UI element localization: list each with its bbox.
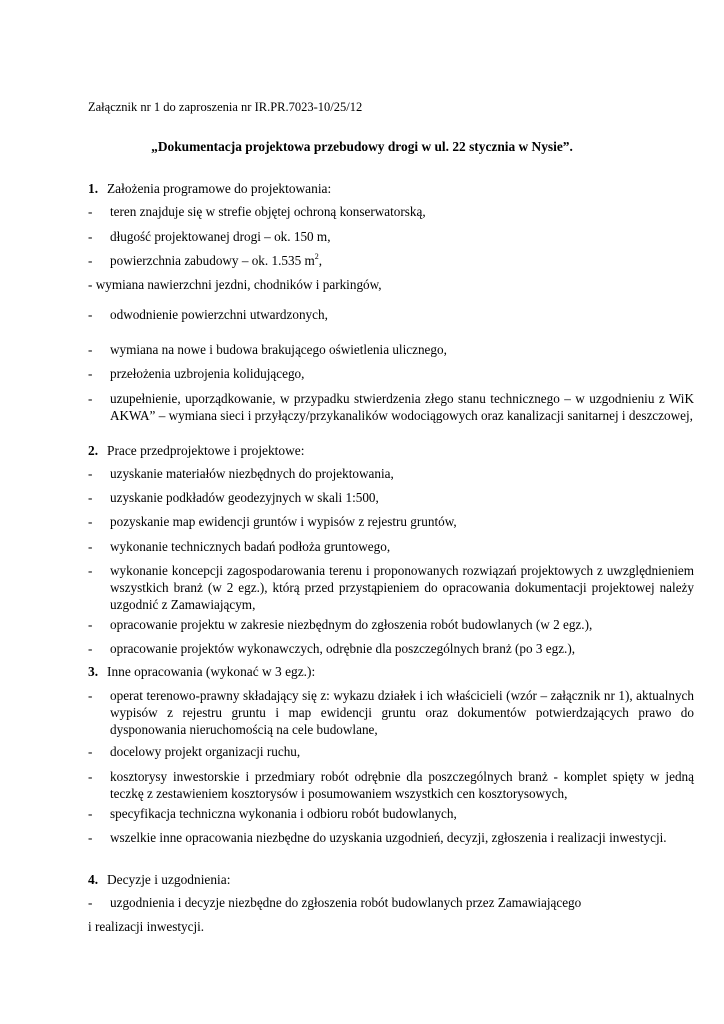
- section-number: 1.: [88, 181, 99, 196]
- list-item: - długość projektowanej drogi – ok. 150 m,: [88, 229, 331, 244]
- list-item: - odwodnienie powierzchni utwardzonych,: [88, 307, 328, 322]
- list-item: - docelowy projekt organizacji ruchu,: [88, 744, 301, 759]
- list-item: - wykonanie technicznych badań podłoża gruntowego,: [88, 539, 391, 554]
- trailing-text: i realizacji inwestycji.: [88, 919, 205, 934]
- section-4-heading: [88, 871, 230, 888]
- list-item: - wymiana na nowe i budowa brakującego oświetlenia ulicznego,: [88, 342, 447, 357]
- list-item: - powierzchnia zabudowy – ok. 1.535 $m^2$,: [88, 251, 323, 268]
- list-item: - uzupełnienie, uporządkowanie, w przypadku stwierdzenia złego stanu technicznego – w uzgodnieniu z WiK AKWA” – wymiana sieci i przyłączy/przykanalików wodociągowych oraz kanalizacji sanitarnej i deszczowej,: [88, 391, 694, 423]
- list-item: - specyfikacja techniczna wykonania i odbioru robót budowlanych,: [88, 806, 457, 821]
- section-heading-text: Decyzje i uzgodnienia:: [107, 872, 231, 887]
- list-item: - kosztorysy inwestorskie i przedmiary robót odrębnie dla poszczególnych branż - komplet spięty w jedną teczkę z zestawieniem kosztorysów i posumowaniem wszystkich cen kosztorysowych,: [88, 769, 694, 801]
- section-3-heading: [88, 663, 315, 680]
- section-heading-text: Prace przedprojektowe i projektowe:: [107, 443, 305, 458]
- list-item: - operat terenowo-prawny składający się z: wykazu działek i ich właścicieli (wzór – załącznik nr 1), aktualnych wypisów z rejestru gruntu i map ewidencji gruntu oraz dokumentów potwierdzających prawo do dysponowania nieruchomością na cele budowlane,: [88, 688, 694, 737]
- list-item: - pozyskanie map ewidencji gruntów i wypisów z rejestru gruntów,: [88, 514, 457, 529]
- section-heading-text: Inne opracowania (wykonać w 3 egz.):: [107, 664, 316, 679]
- list-item: - uzyskanie materiałów niezbędnych do projektowania,: [88, 466, 394, 481]
- list-item: - przełożenia uzbrojenia kolidującego,: [88, 366, 305, 381]
- section-2-heading: [88, 442, 304, 459]
- section-number: 3.: [88, 664, 99, 679]
- attachment-reference: Załącznik nr 1 do zaproszenia nr IR.PR.7023-10/25/12: [88, 100, 363, 114]
- list-item: - opracowanie projektu w zakresie niezbędnym do zgłoszenia robót budowlanych (w 2 egz.),: [88, 617, 593, 632]
- superscript: 2: [314, 251, 319, 261]
- list-item: - uzgodnienia i decyzje niezbędne do zgłoszenia robót budowlanych przez Zamawiającego: [88, 895, 582, 910]
- list-item: - teren znajduje się w strefie objętej ochroną konserwatorską,: [88, 204, 426, 219]
- section-1-heading: [88, 180, 331, 197]
- list-item: - uzyskanie podkładów geodezyjnych w skali 1:500,: [88, 490, 379, 505]
- section-heading-text: Założenia programowe do projektowania:: [107, 181, 332, 196]
- list-item: - wszelkie inne opracowania niezbędne do uzyskania uzgodnień, decyzji, zgłoszenia i realizacji inwestycji.: [88, 830, 667, 845]
- section-number: 4.: [88, 872, 99, 887]
- section-number: 2.: [88, 443, 99, 458]
- document-title: „Dokumentacja projektowa przebudowy drogi w ul. 22 stycznia w Nysie”.: [151, 139, 573, 154]
- list-item: - wymiana nawierzchni jezdni, chodników i parkingów,: [88, 277, 382, 292]
- list-item: - opracowanie projektów wykonawczych, odrębnie dla poszczególnych branż (po 3 egz.),: [88, 641, 576, 656]
- list-item: - wykonanie koncepcji zagospodarowania terenu i proponowanych rozwiązań projektowych z uwzględnieniem wszystkich branż (w 2 egz.), którą przed przystąpieniem do opracowania dokumentacji projektowej należy uzgodnić z Zamawiającym,: [88, 563, 694, 612]
